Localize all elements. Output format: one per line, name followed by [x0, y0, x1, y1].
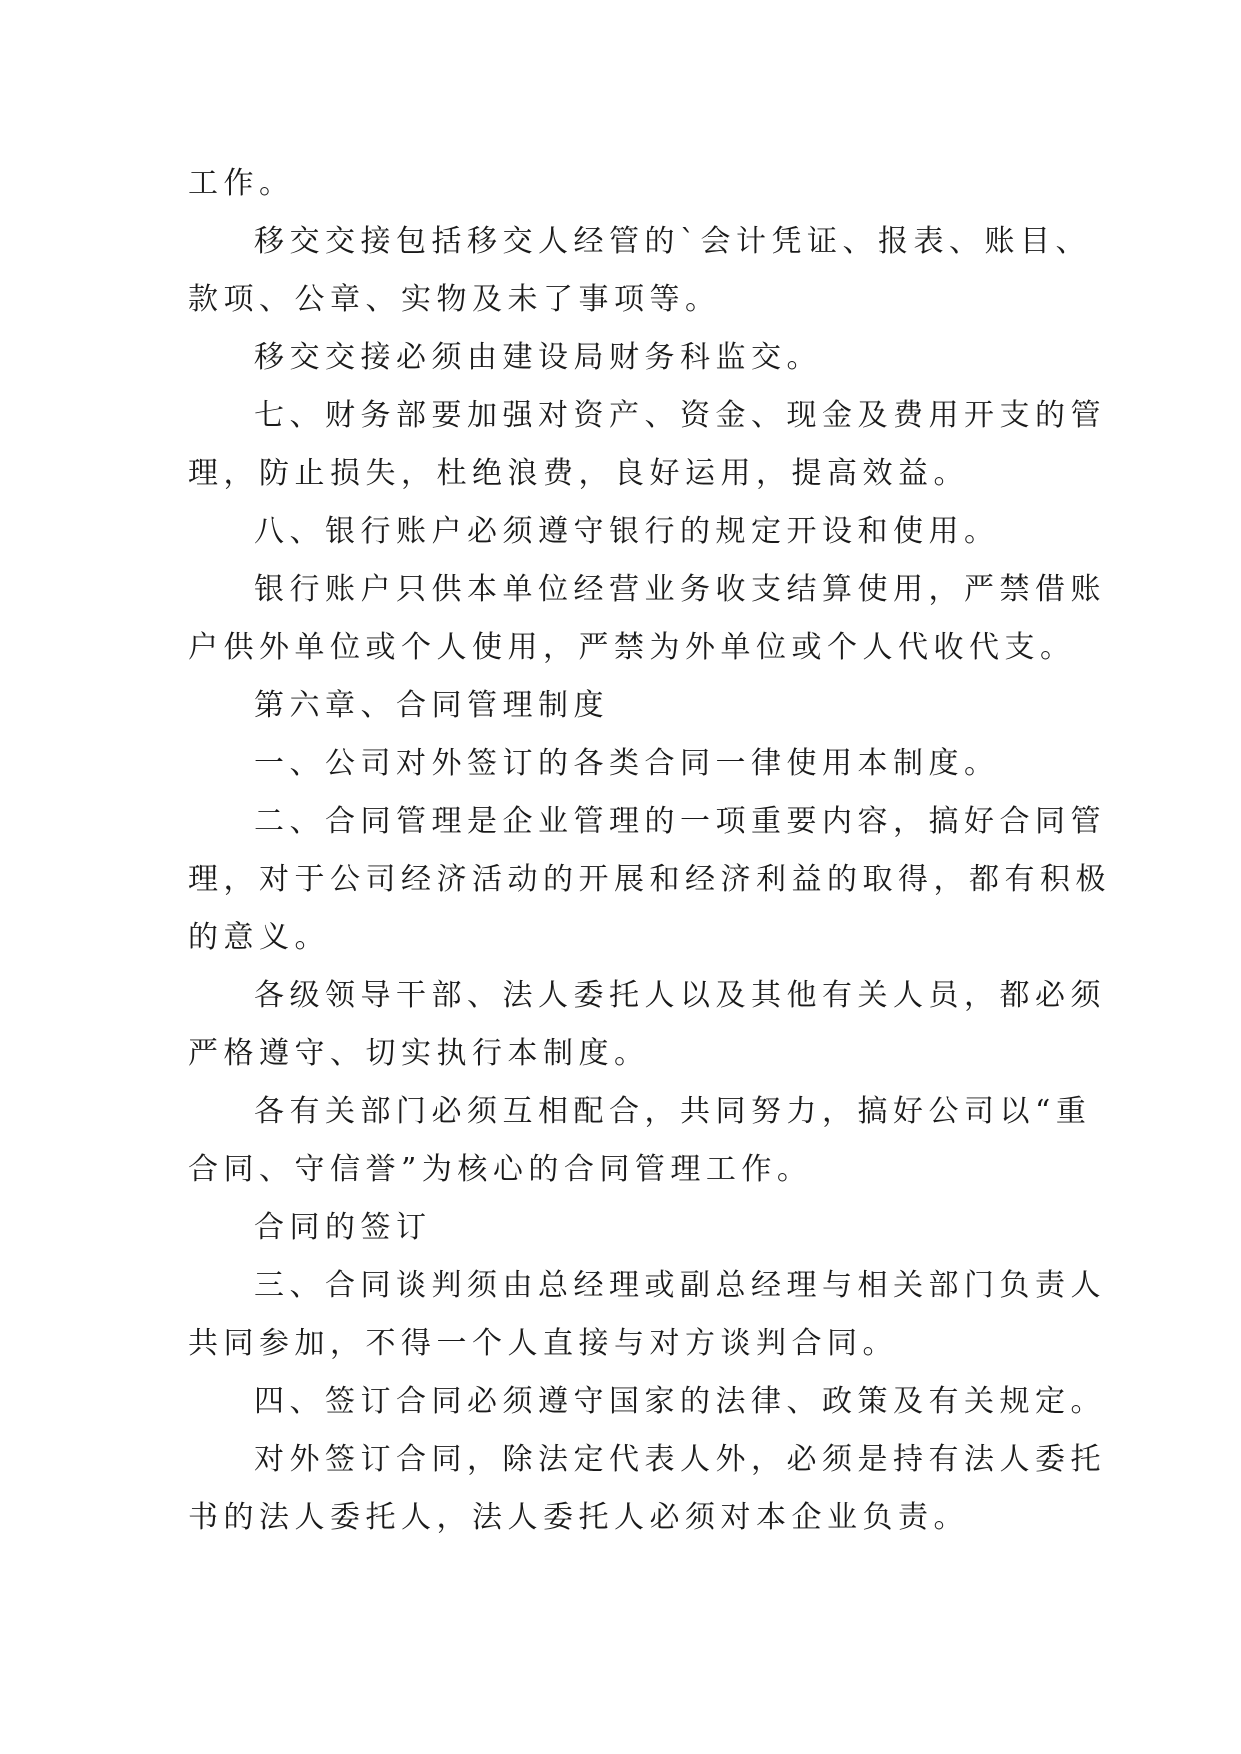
- text-line: 移交交接包括移交人经管的`会计凭证、报表、账目、: [254, 224, 1091, 259]
- text-line: 八、银行账户必须遵守银行的规定开设和使用。: [254, 514, 1000, 549]
- text-line: 理，防止损失，杜绝浪费，良好运用，提高效益。: [188, 456, 969, 491]
- text-line: 各级领导干部、法人委托人以及其他有关人员，都必须: [254, 978, 1106, 1013]
- text-line: 理，对于公司经济活动的开展和经济利益的取得，都有积极: [188, 862, 1111, 897]
- text-line: 一、公司对外签订的各类合同一律使用本制度。: [254, 746, 1000, 781]
- text-line: 工作。: [188, 166, 295, 201]
- text-line: 的意义。: [188, 920, 330, 955]
- text-line: 银行账户只供本单位经营业务收支结算使用，严禁借账: [254, 572, 1106, 607]
- text-line: 移交交接必须由建设局财务科监交。: [254, 340, 822, 375]
- text-line: 各有关部门必须互相配合，共同努力，搞好公司以“重: [254, 1094, 1092, 1129]
- text-line: 严格遵守、切实执行本制度。: [188, 1036, 650, 1071]
- text-line: 书的法人委托人，法人委托人必须对本企业负责。: [188, 1500, 969, 1535]
- text-line: 三、合同谈判须由总经理或副总经理与相关部门负责人: [254, 1268, 1106, 1303]
- text-line: 七、财务部要加强对资产、资金、现金及费用开支的管: [254, 398, 1106, 433]
- text-line: 二、合同管理是企业管理的一项重要内容，搞好合同管: [254, 804, 1106, 839]
- section-heading: 第六章、合同管理制度: [254, 688, 609, 723]
- text-line: 对外签订合同，除法定代表人外，必须是持有法人委托: [254, 1442, 1106, 1477]
- subsection-heading: 合同的签订: [254, 1210, 432, 1245]
- text-line: 四、签订合同必须遵守国家的法律、政策及有关规定。: [254, 1384, 1106, 1419]
- text-line: 合同、守信誉”为核心的合同管理工作。: [188, 1152, 813, 1187]
- text-line: 款项、公章、实物及未了事项等。: [188, 282, 721, 317]
- text-line: 共同参加，不得一个人直接与对方谈判合同。: [188, 1326, 898, 1361]
- text-line: 户供外单位或个人使用，严禁为外单位或个人代收代支。: [188, 630, 1076, 665]
